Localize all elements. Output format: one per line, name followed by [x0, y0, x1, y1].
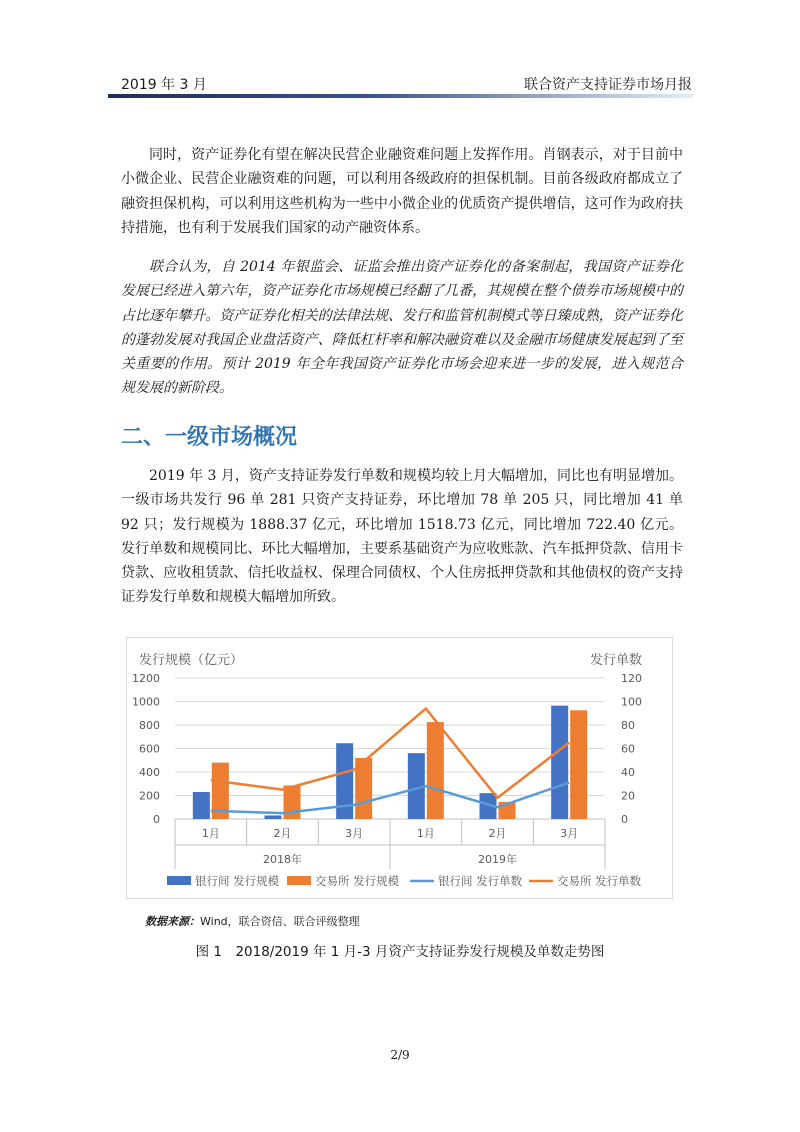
x-tick-label: 2月 [273, 827, 292, 840]
y-tick-right: 120 [621, 672, 642, 685]
bar-interbank-scale [551, 706, 568, 819]
data-source [145, 913, 360, 929]
paragraph-3: 2019 年 3 月，资产支持证券发行单数和规模均较上月大幅增加，同比也有明显增加。一级市场共发行 96 单 281 只资产支持证券，环比增加 78 单 205 只，同比增加 41 单 92 只；发行规模为 1888.37 亿元，环比增加 1518.73 亿元，同比增加 722.40 亿元。发行单数和规模同比、环比大幅增加，主要系基础资产为应收账款、汽车抵押贷款、信用卡贷款、应收租赁款、信托收益权、保理合同债权、个人住房抵押贷款和其他债权的资产支持证券发行单数和规模大幅增加所致。 [121, 468, 683, 606]
x-tick-label: 3月 [345, 827, 364, 840]
y-tick-left: 400 [139, 766, 160, 779]
y-tick-left: 1000 [132, 695, 160, 709]
x-tick-label: 2月 [488, 827, 507, 840]
bar-exchange-scale [570, 710, 587, 819]
y-tick-left: 0 [153, 813, 160, 826]
bar-exchange-scale [427, 722, 444, 819]
y-tick-right: 80 [621, 719, 635, 732]
bar-interbank-scale [193, 792, 210, 819]
header-title: 联合资产支持证券市场月报 [524, 77, 692, 93]
y-axis-title-right: 发行单数 [589, 653, 642, 668]
y-axis-title-left: 发行规模（亿元） [139, 653, 244, 668]
legend-swatch [167, 876, 191, 885]
legend-label: 交易所 发行单数 [557, 874, 642, 888]
legend-label: 银行间 发行单数 [438, 874, 523, 888]
section-title: 二、一级市场概况 [121, 425, 298, 450]
y-tick-right: 20 [621, 789, 635, 803]
data-source-text: Wind，联合资信、联合评级整理 [200, 915, 360, 928]
y-tick-right: 100 [621, 695, 642, 709]
legend-label: 交易所 发行规模 [315, 874, 400, 888]
y-tick-right: 60 [621, 742, 635, 756]
x-tick-label: 3月 [560, 827, 579, 840]
chart-frame [126, 637, 673, 899]
y-tick-left: 800 [139, 719, 160, 732]
bar-interbank-scale [265, 815, 282, 819]
x-group-label: 2018年 [263, 853, 302, 866]
header-rule [108, 94, 693, 98]
paragraph-2: 联合认为，自 2014 年银监会、证监会推出资产证券化的备案制起，我国资产证券化发展已经进入第六年，资产证券化市场规模已经翻了几番，其规模在整个债券市场规模中的占比逐年攀升。资产证券化相关的法律法规、发行和监管机制模式等日臻成熟，资产证券化的蓬勃发展对我国企业盘活资产、降低杠杆率和解决融资难以及金融市场健康发展起到了至关重要的作用。预计 2019 年全年我国资产证券化市场会迎来进一步的发展，进入规范合规发展的新阶段。 [121, 259, 683, 397]
paragraph-1: 同时，资产证券化有望在解决民营企业融资难问题上发挥作用。肖钢表示，对于目前中小微企业、民营企业融资难的问题，可以利用各级政府的担保机制。目前各级政府都成立了融资担保机构，可以利用这些机构为一些中小微企业的优质资产提供增信，这可作为政府扶持措施，也有利于发展我们国家的动产融资体系。 [121, 147, 683, 236]
y-tick-left: 600 [139, 742, 160, 756]
y-tick-right: 0 [621, 813, 628, 826]
legend-swatch [287, 876, 311, 885]
x-group-label: 2019年 [478, 853, 517, 866]
y-tick-left: 1200 [132, 672, 160, 685]
issuance-chart [127, 638, 672, 898]
bar-exchange-scale [284, 786, 301, 819]
page-number: 2/9 [390, 1048, 410, 1062]
y-tick-left: 200 [139, 789, 160, 803]
x-tick-label: 1月 [416, 827, 435, 840]
legend-label: 银行间 发行规模 [195, 874, 280, 888]
x-tick-label: 1月 [201, 827, 220, 840]
header-date: 2019 年 3 月 [121, 77, 207, 93]
data-source-label: 数据来源： [145, 915, 200, 928]
y-tick-right: 40 [621, 766, 635, 779]
line-exchange-count [211, 709, 569, 798]
figure-caption: 图 1 2018/2019 年 1 月-3 月资产支持证券发行规模及单数走势图 [195, 944, 605, 960]
